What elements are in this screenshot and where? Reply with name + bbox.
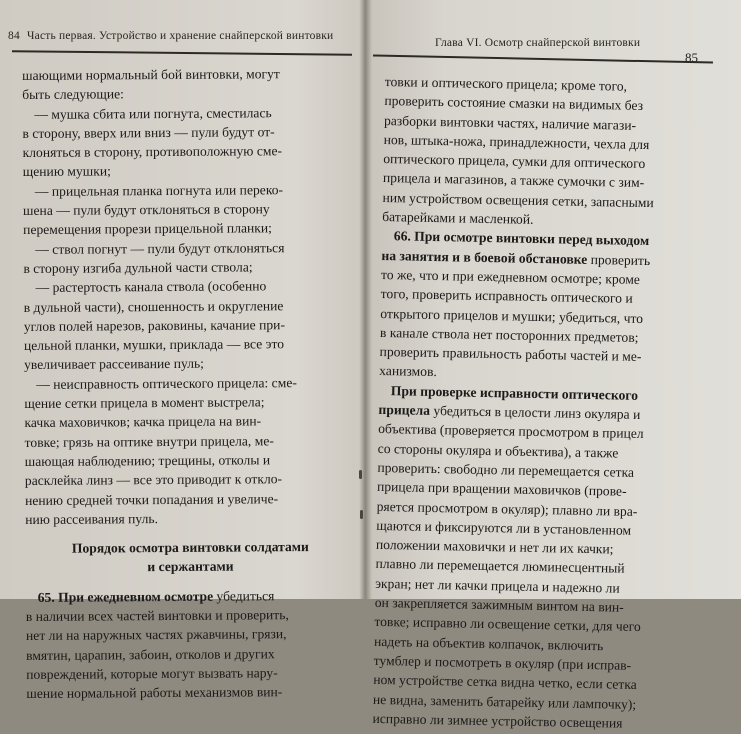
optical-check-line: надеть на объектив колпачок, включить <box>373 633 604 653</box>
left-text-line: качка маховичков; качка прицела на вин- <box>24 413 262 431</box>
left-text-line: — неисправность оптического прицела: сме- <box>36 374 297 392</box>
optical-check-line: со стороны окуляра и объектива), а также <box>377 440 619 461</box>
right-page-number: 85 <box>685 50 698 65</box>
left-text-line: в сторону, вверх или вниз — пули будут от- <box>22 124 275 141</box>
optical-check-line: плавно ли перемещается люминесцентный <box>375 556 625 577</box>
left-text-line: товке; грязь на оптике внутри прицела, ме- <box>24 432 274 450</box>
left-header-text: Часть первая. Устройство и хранение снайперской винтовки <box>26 30 334 42</box>
optical-check-line: ряется просмотром в окуляр); плавно ли вра- <box>376 498 638 519</box>
left-body-text <box>22 64 356 704</box>
paragraph-65-line: повреждений, которые могут вызвать нару- <box>26 665 278 682</box>
left-text-line: — растертость канала ствола (особенно <box>35 278 267 296</box>
optical-check-lead-bold: прицела <box>378 401 431 418</box>
left-text-line: шена — пули будут отклоняться в сторону <box>22 201 270 219</box>
paragraph-66-line: ханизмов. <box>379 363 438 380</box>
left-text-line: шающими нормальный бой винтовки, могут <box>22 66 280 83</box>
left-page-number: 84 <box>8 30 20 42</box>
paragraph-65-lead: 65. При ежедневном осмотре <box>37 588 214 605</box>
left-text-line: нению средней точки попадания и увеличе- <box>24 490 279 508</box>
left-text-line: нию рассеивания пуль. <box>25 510 159 527</box>
paragraph-66-line: в канале ствола нет посторонних предметов; <box>379 324 639 345</box>
left-text-line: — прицельная планка погнута или переко- <box>34 181 284 199</box>
paragraph-66-lead-bold: на занятия и в боевой обстановке <box>381 247 588 267</box>
paragraph-65-continued-line: товки и оптического прицела; кроме того, <box>384 73 628 94</box>
right-header-rule <box>373 54 713 63</box>
optical-check-line: исправно ли зимнее устройство освещения <box>372 710 623 731</box>
optical-check-line: ном устройстве сетка видна четко, если сетка <box>373 672 637 693</box>
left-text-line: углов полей нарезов, раковины, качание при- <box>23 317 285 334</box>
right-body-text <box>372 72 715 734</box>
paragraph-65-continued-line: батарейками и масленкой. <box>382 209 534 227</box>
optical-check-line: проверить: свободно ли перемещается сетка <box>377 459 635 480</box>
paragraph-66-lead-rest: проверить <box>587 251 651 268</box>
paragraph-66-line: того, проверить исправность оптического и <box>380 286 633 307</box>
paragraph-66-line: проверить правильность работы частей и ме- <box>379 344 642 365</box>
paragraph-65-first-line <box>26 585 356 607</box>
left-text-line: перемещения прорези прицельной планки; <box>23 220 272 238</box>
paragraph-65-continued-line: оптического прицела, сумки для оптического <box>383 151 646 172</box>
optical-check-line: щаются и фиксируются ли в установленном <box>376 517 632 538</box>
optical-check-line: он закрепляется зажимным винтом на вин- <box>374 594 624 615</box>
left-running-header <box>8 30 333 42</box>
paragraph-65-continued-line: проверить состояние смазки на видимых без <box>384 93 644 114</box>
left-text-line: расклейка линз — все это приводит к откло- <box>24 471 283 489</box>
left-text-line: шающая наблюдению; трещины, отколы и <box>24 452 271 469</box>
paragraph-65-continued-line: нов, штыка-ножа, принадлежности, чехла для <box>383 131 650 152</box>
paragraph-65-continued-line: разборки винтовки частях, наличие магази- <box>383 112 637 133</box>
paragraph-65-continued-line: прицела и магазинов, а также сумочки с зим- <box>382 170 645 191</box>
left-text-line: — ствол погнут — пули будут отклоняться <box>35 239 285 257</box>
section-heading-line-2: и сержантами <box>147 558 234 575</box>
left-text-line: цельной планки, мушки, приклада — все это <box>23 336 285 354</box>
paragraph-65-line: вмятин, царапин, забоин, отколов и других <box>26 645 275 663</box>
optical-check-lead-rest: убедиться в целости линз окуляра и <box>429 402 641 423</box>
left-text-line: быть следующие: <box>22 86 124 103</box>
optical-check-line: положении маховички и нет ли их качки; <box>375 537 614 557</box>
left-text-line: щение сетки прицела в момент выстрела; <box>24 394 265 412</box>
optical-check-line: не видна, заменить батарейку или лампочку); <box>372 691 637 712</box>
paragraph-66-line: открытого прицелов и мушки; убедиться, что <box>380 305 644 326</box>
optical-check-line: тумблер и посмотреть в окуляр (при исправ- <box>373 652 632 673</box>
right-running-header: Глава VI. Осмотр снайперской винтовки <box>435 37 641 49</box>
paragraph-66-line: то же, что и при ежедневном осмотре; кроме <box>380 266 641 287</box>
left-text-line: увеличивает рассеивание пуль; <box>24 356 204 373</box>
paragraph-65-line: нет ли на наружных частях ржавчины, грязи, <box>25 626 287 644</box>
section-heading-line-1: Порядок осмотра винтовки солдатами <box>71 539 309 556</box>
optical-check-line: экран; нет ли качки прицела и надежно ли <box>375 575 620 596</box>
left-text-line: щению мушки; <box>22 163 111 180</box>
left-page <box>0 0 360 702</box>
paragraph-65-line: в наличии всех частей винтовки и проверить, <box>25 607 289 625</box>
left-text-line: в сторону изгиба дульной части ствола; <box>23 259 253 276</box>
paragraph-65-continued-line: ним устройством освещения сетки, запасными <box>382 189 654 210</box>
paragraph-66-lead-line-1: 66. При осмотре винтовки перед выходом <box>393 228 650 249</box>
left-text-line: — мушка сбита или погнута, сместилась <box>34 104 272 122</box>
paragraph-65-line: шение нормальной работы механизмов вин- <box>26 684 283 702</box>
optical-check-line: товке; исправно ли освещение сетки, для чего <box>374 614 641 635</box>
optical-check-line: прицела при вращении маховичков (прове- <box>376 479 627 499</box>
right-page <box>365 0 741 731</box>
left-header-rule <box>12 50 352 55</box>
paragraph-65-lead-rest: убедиться <box>213 587 275 604</box>
optical-check-lead-line-1: При проверке исправности оптического <box>390 382 639 403</box>
left-text-line: в дульной части), сношенность и округление <box>23 297 284 315</box>
left-text-line: клоняться в сторону, противоположную сме- <box>22 143 283 161</box>
optical-check-line: объектива (проверяется просмотром в прицел <box>378 421 644 442</box>
